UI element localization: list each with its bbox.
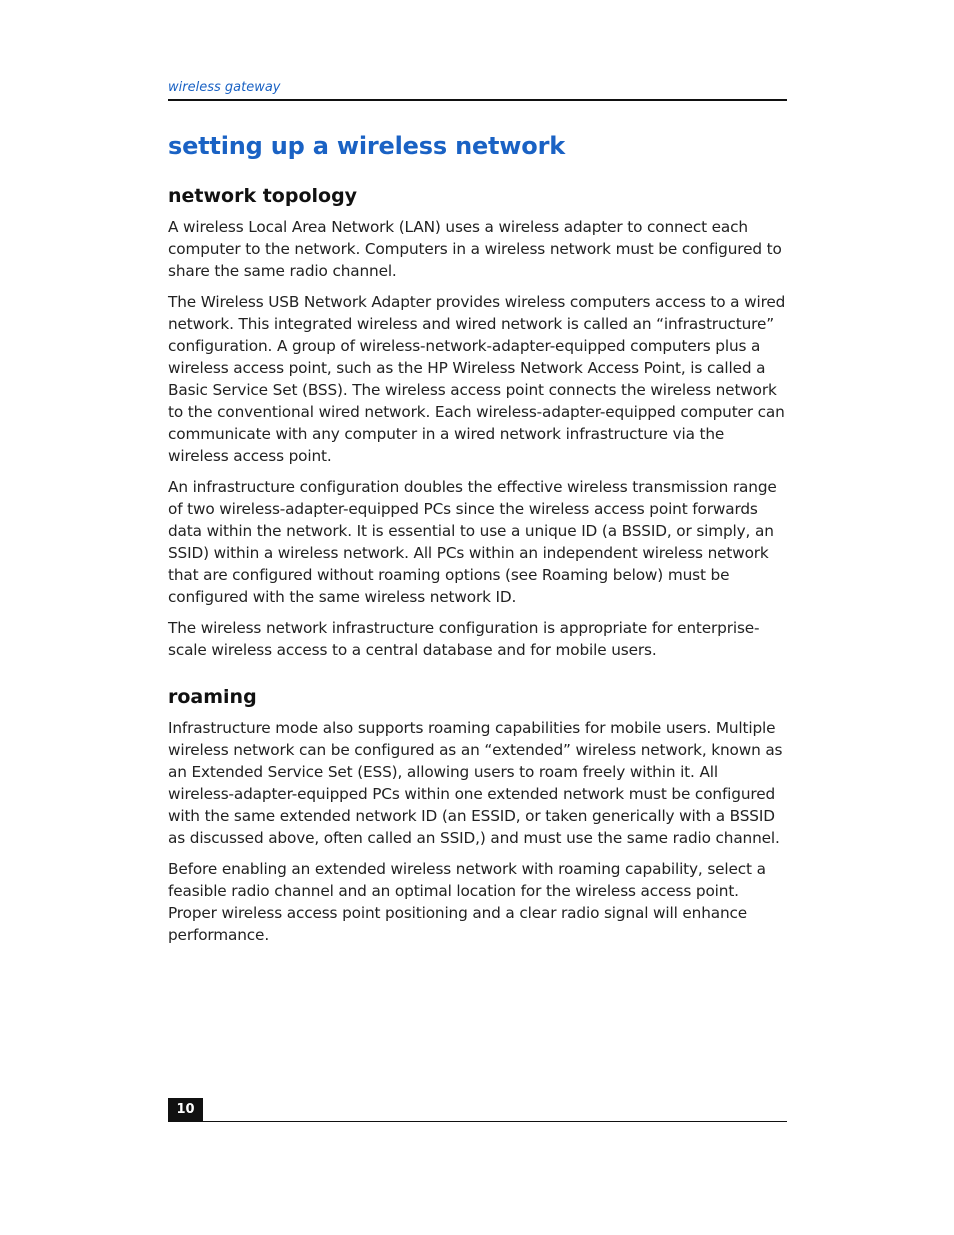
section-heading-roaming: roaming — [168, 686, 257, 708]
page-number: 10 — [168, 1098, 203, 1122]
section-heading-network-topology: network topology — [168, 185, 358, 207]
paragraph: An infrastructure configuration doubles the effective wireless transmission range of two wireless-adapter-equipped PCs since the wireless access point forwards data within the network. It is essential to use a unique ID (a BSSID, or simply, an SSID) within a wireless network. All PCs within an independent wireless network that are configured without roaming options (see Roaming below) must be configured with the same wireless network ID. — [168, 478, 777, 606]
paragraph: Before enabling an extended wireless network with roaming capability, select a feasible radio channel and an optimal location for the wireless access point. Proper wireless access point positioning and a clear radio signal will enhance performance. — [168, 860, 766, 944]
paragraph: Infrastructure mode also supports roaming capabilities for mobile users. Multiple wireless network can be configured as an “extended” wireless network, known as an Extended Service Set (ESS), allowing users to roam freely within it. All wireless-adapter-equipped PCs within one extended network must be configured with the same extended network ID (an ESSID, or taken generically with a BSSID as discussed above, often called an SSID,) and must use the same radio channel. — [168, 719, 783, 847]
section-roaming — [168, 685, 787, 946]
page-title: setting up a wireless network — [168, 132, 565, 160]
section-network-topology — [168, 184, 787, 661]
document-page — [168, 0, 787, 1235]
paragraph: A wireless Local Area Network (LAN) uses a wireless adapter to connect each computer to the network. Computers in a wireless network must be configured to share the same radio channel. — [168, 218, 782, 280]
footer-divider — [168, 1121, 787, 1122]
running-header: wireless gateway — [168, 80, 281, 95]
paragraph: The Wireless USB Network Adapter provides wireless computers access to a wired network. This integrated wireless and wired network is called an “infrastructure” configuration. A group of wireless-network-adapter-equipped computers plus a wireless access point, such as the HP Wireless Network Access Point, is called a Basic Service Set (BSS). The wireless access point connects the wireless network to the conventional wired network. Each wireless-adapter-equipped computer can communicate with any computer in a wired network infrastructure via the wireless access point. — [168, 293, 786, 465]
paragraph: The wireless network infrastructure configuration is appropriate for enterprise-scale wireless access to a central database and for mobile users. — [168, 619, 760, 659]
header-divider — [168, 99, 787, 101]
main-content — [168, 128, 787, 955]
